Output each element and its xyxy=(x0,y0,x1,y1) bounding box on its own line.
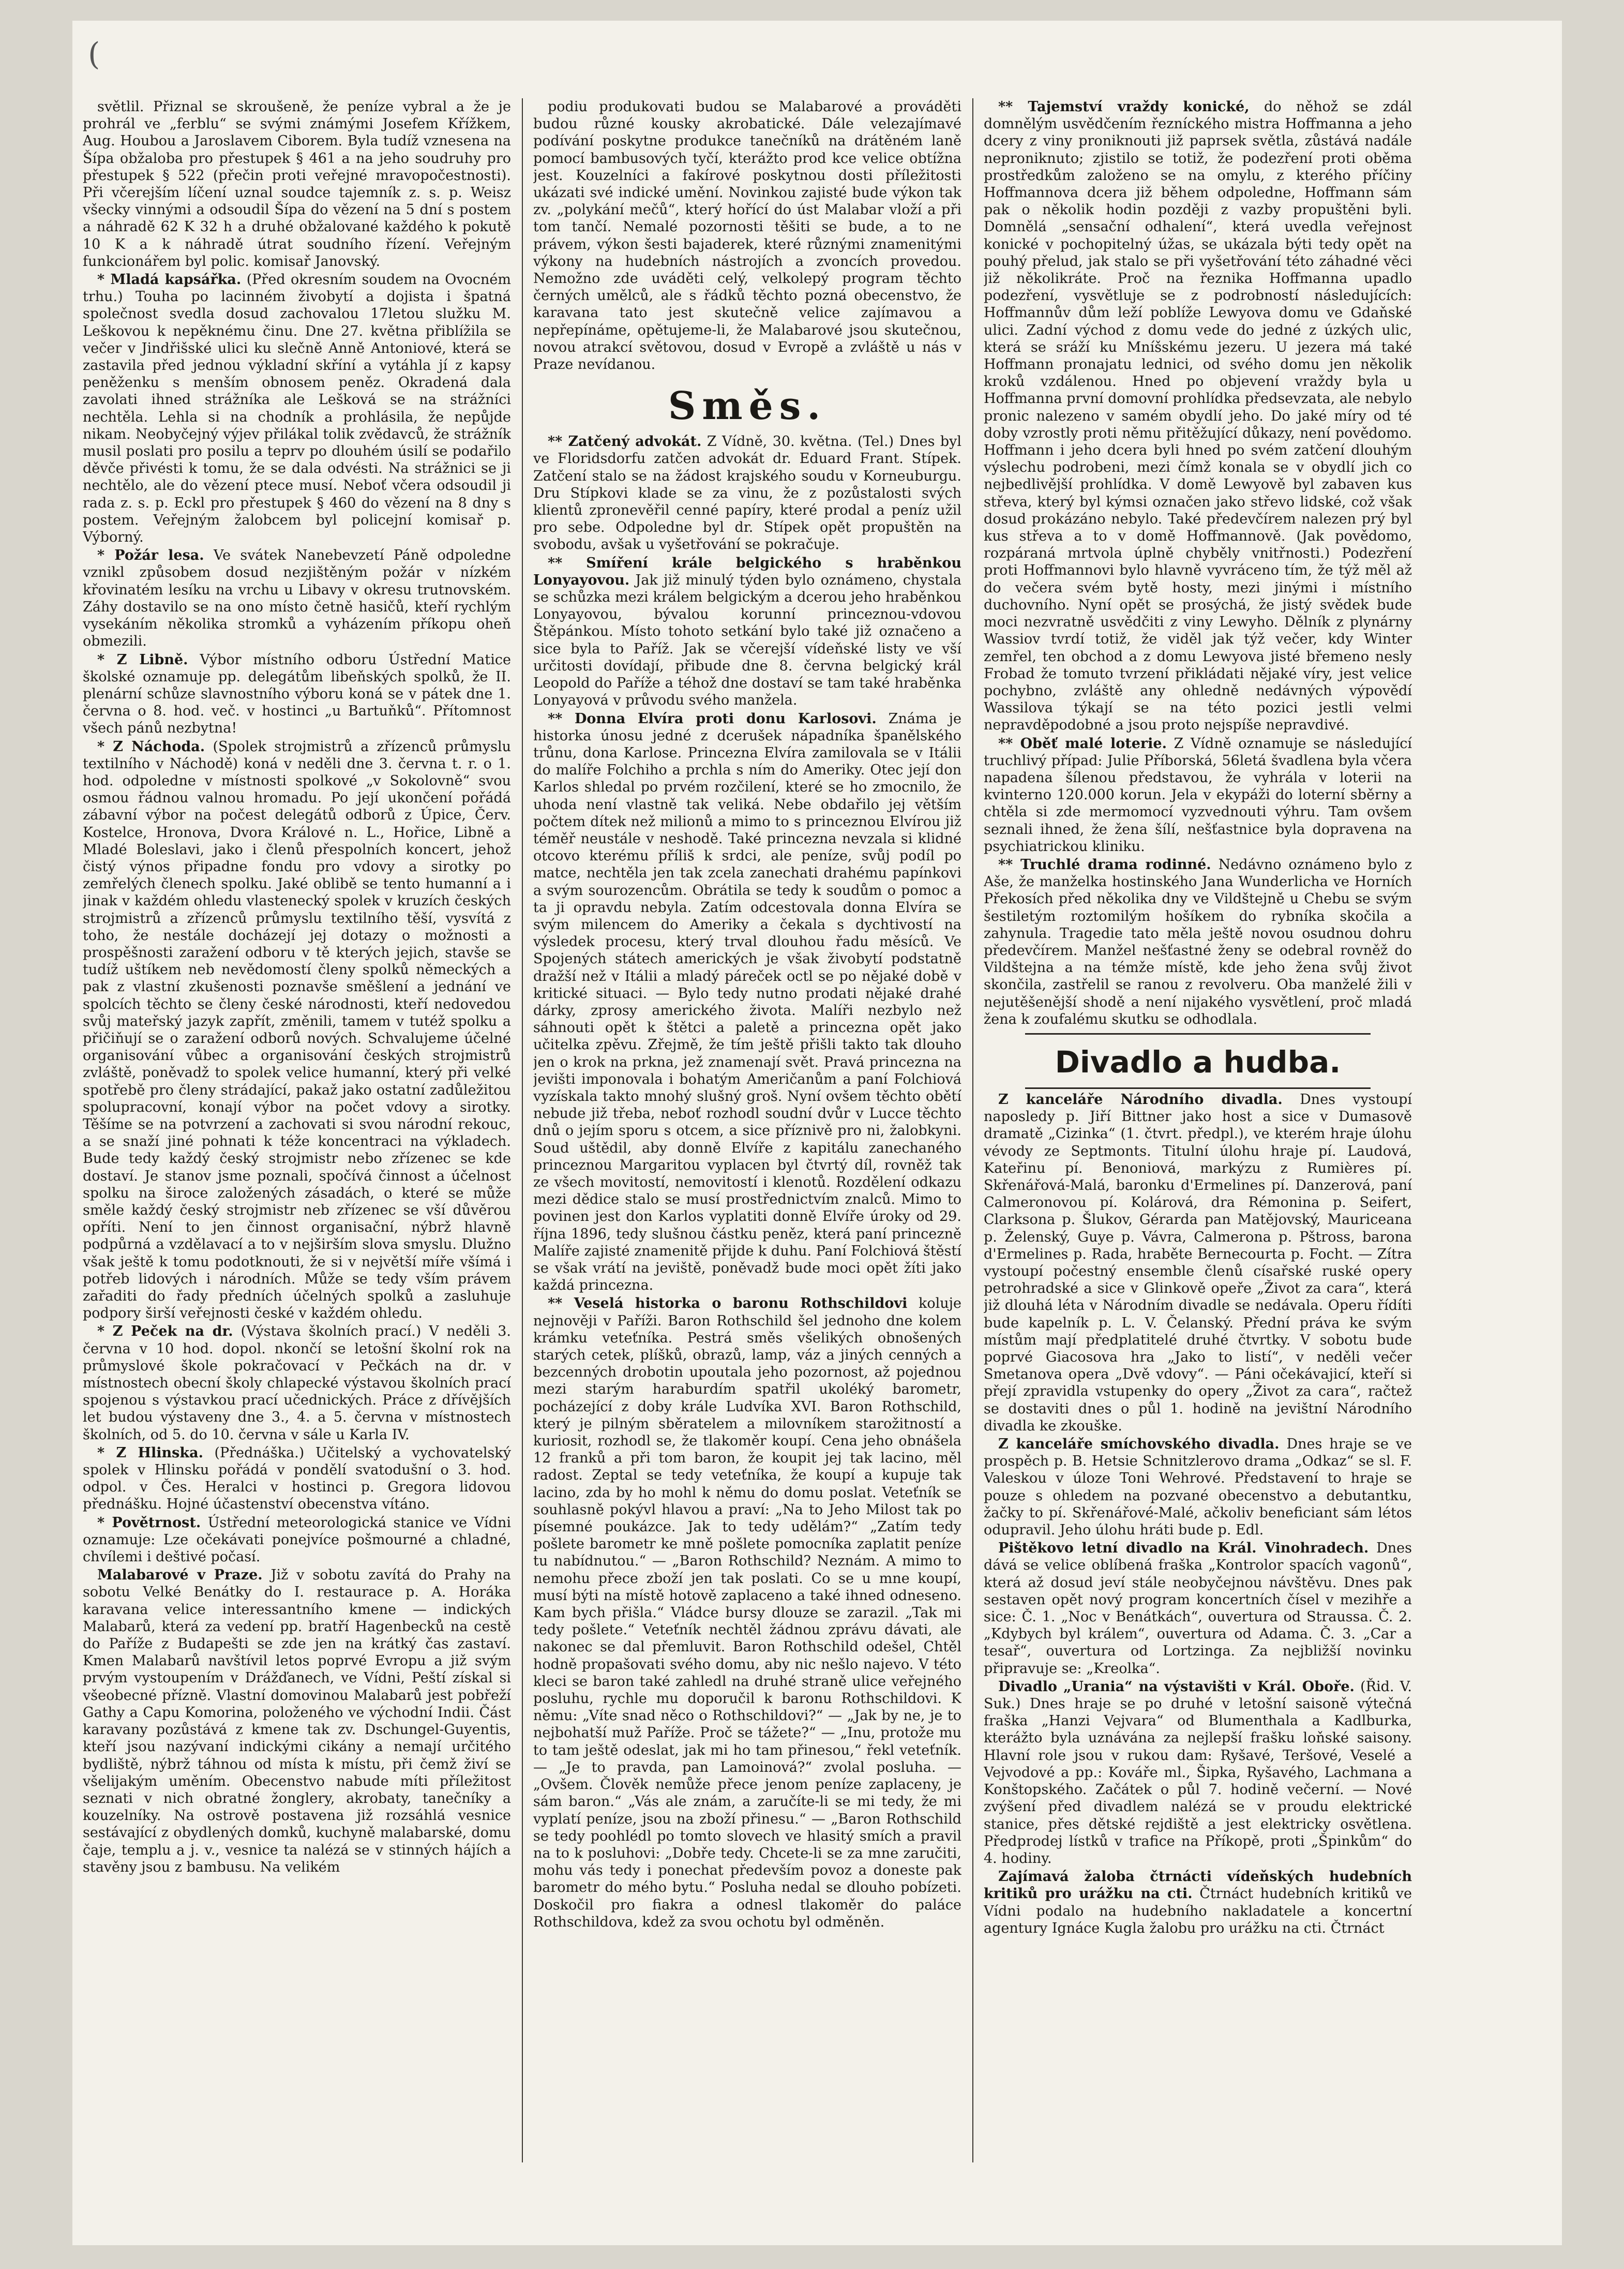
page-edge-mark: ( xyxy=(88,36,100,72)
article-columns xyxy=(83,98,1412,2162)
article-headline: * Z Hlinska. xyxy=(97,1444,203,1461)
article-paragraph xyxy=(83,1444,511,1513)
section-rule xyxy=(1025,1033,1371,1035)
article-paragraph xyxy=(984,1678,1412,1867)
column-3 xyxy=(984,98,1412,2162)
article-text: (Výstava školních prací.) V neděli 3. června v 10 hod. dopol. nkončí se letošní školní rok na průmyslové škole pokračovací v Pečkách na dr. v místnostech obecní školy chlapecké výstavou školních prací spojenou s výstavkou prací učednických. Práce z dřívějších let budou výstaveny dne 3., 4. a 5. června v místnostech školních, od 5. do 10. června v sále u Karla IV. xyxy=(83,1323,511,1443)
article-text: koluje nejnověji v Paříži. Baron Rothschild šel jednoho dne kolem krámku veteťníka. Pestrá směs všelikých obnošených starých cetek, plíšků, obrazů, lamp, váz a jiných cenných a bezcenných drobotin upoutala jeho pozornost, až pojednou mezi starým haraburdím spatřil ukoléký barometr, pocházející z doby krále Ludvíka XVI. Baron Rothschild, který je pilným sběratelem a milovníkem starožitností a kuriosit, rozhodl se, že tlakoměr koupí. Cena jeho obnášela 12 franků a při tom baron, že koupit jej tak lacino, měl radost. Zeptal se tedy veteťníka, že koupí a kupuje tak lacino, zda by ho mohl k němu do domu poslat. Veteťník se souhlasně pokývl hlavou a praví: „Na to Jeho Milost tak po písemné poukázce. Jak to tedy udělám?“ „Zatím tedy pošlete barometr ke mně pošlete pomocníka zaplatit peníze tu nabídnutou.“ — „Baron Rothschild? Neznám. A mimo to nemohu přece zboží jen tak poslati. Co se u mne koupí, musí býti na místě hotově zaplaceno a také ihned odneseno. Kam bych přišla.“ Vládce bursy dlouze se zarazil. „Tak mi tedy pošlete.“ Veteťník nechtěl žádnou zprávu dávati, ale nakonec se dal přemluvit. Baron Rothschild odešel, Chtěl hodně propašovati svého domu, aby nic nešlo najevo. V této kleci se baron také zahledl na druhé straně ulice veřejného posluhu, rychle mu doporučil k baronu Rothschildovi. K němu: „Víte snad něco o Rothschildovi?“ — „Jak by ne, je to nejbohatší muž Paříže. Proč se tážete?“ — „Inu, protože mu to tam ještě odeslat, jak mi ho tam přinesou,“ řekl veteťník. — „Je to pravda, pan Lamoinová?“ zvolal posluha. — „Ovšem. Člověk nemůže přece jenom peníze zaplaceny, je sám baron.“ „Vás ale znám, a zaručíte-li se mi tedy, že mi vyplatí peníze, jsou na zboží přinesu.“ — „Baron Rothschild se tedy poohlédl po tomto slovech ve hlasitý smích a pravil na to k posluhovi: „Dobře tedy. Chcete-li se za mne zaručiti, mohu vás tedy i ponechat především povoz a doneste pak barometr do mého bytu.“ Posluha nedal se dlouho pobízeti. Doskočil pro fiakra a odnesl tlakoměr do paláce Rothschildova, kdež za svou ochotu byl odměněn. xyxy=(533,1295,961,1930)
article-text: Ve svátek Nanebevzetí Páně odpoledne vznikl způsobem dosud nezjištěným požár v nízkém křovinatém lesíku na vrchu u Libavy v okresu trutnovském. Záhy dostavilo se na ono místo četně hasičů, kteří rychlým vysekáním několika stromků a vyházením příkopu oheň obmezili. xyxy=(83,547,511,650)
article-headline: ** Zatčený advokát. xyxy=(548,434,702,450)
section-rule xyxy=(1025,1087,1371,1089)
article-text: Jak již minulý týden bylo oznámeno, chystala se schůzka mezi králem belgickým a dcerou jeho hraběnkou Lonyayovou, bývalou korunní princeznou-vdovou Štěpánkou. Místo tohoto setkání bylo také již označeno a sice byla to Paříž. Jak se včerejší vídeňské listy ve vší určitosti dovídají, přibude dne 8. června belgický král Leopold do Paříže a téhož dne dostaví se tam také hraběnka Lonyayová v průvodu svého manžela. xyxy=(533,572,961,709)
article-paragraph xyxy=(83,651,511,737)
article-paragraph xyxy=(984,1091,1412,1435)
article-headline: ** Tajemství vraždy konické, xyxy=(998,99,1250,115)
article-paragraph xyxy=(533,433,961,553)
article-text: Čtrnáct hudebních kritiků ve Vídni podalo na hudebního nakladatele a koncertní agentury Ignáce Kugla žalobu pro urážku na cti. Čtrnáct xyxy=(984,1886,1412,1936)
article-headline: Pištěkovo letní divadlo na Král. Vinohradech. xyxy=(998,1540,1369,1557)
article-paragraph xyxy=(533,98,961,373)
article-headline: * Povětrnost. xyxy=(97,1514,201,1531)
article-paragraph xyxy=(533,555,961,709)
article-headline: * Požár lesa. xyxy=(97,547,204,564)
article-text: podiu produkovati budou se Malabarové a prováděti budou různé kousky akrobatické. Dále velezajímavé podívání poskytne produkce tanečníků na drátěném laně pomocí bambusových tyčí, kterážto prod kce velice obtížna jest. Kouzelníci a fakírové poskytnou dosti příležitosti ukázati své indické umění. Novinkou zajisté bude výkon tak zv. „polykání mečů“, který hořící do úst Malabar vloží a při tom tančí. Nemalé pozornosti těšiti se bude, a to ne právem, výkon šesti bajaderek, které různými znamenitými výkony na hudebních nástrojích a zvoncích provedou. Nemožno zde uváděti celý, velkolepý program těchto černých umělců, ale s řádků těchto pozná obecenstvo, že karavana tato jest skutečně velice zajímavou a nepřepínáme, opětujeme-li, že Malabarové jsou skutečnou, novou atrakcí světovou, dosud v Evropě a zvláště u nás v Praze nevídanou. xyxy=(533,99,961,373)
article-paragraph xyxy=(984,1868,1412,1937)
article-headline: Z kanceláře smíchovského divadla. xyxy=(998,1436,1280,1453)
article-text: Známa je historka únosu jedné z dcerušek nápadníka španělského trůnu, dona Karlose. Princezna Elvíra zamilovala se v Itálii do malíře Folchiho a prchla s ním do Ameriky. Otec její don Karlos shledal po prvém rozčilení, které se ho zmocnilo, že uhoda není vlastně tak veliká. Nebe obdařilo jej větším počtem dítek než milionů a mimo to s princeznou Elvírou již téměř neustále v neshodě. Také princezna nevzala si klidné otcovo kterému příliš k srdci, ale peníze, svůj podíl po matce, nechtěla jen tak zcela zanechati drahému papínkovi a svým sourozencům. Obrátila se tedy k soudům o pomoc a ta ji opravdu nebyla. Zatím odcestovala donna Elvíra se svým milencem do Ameriky a čekala s dychtivostí na výsledek procesu, který trval dlouhou řadu měsíců. Ve Spojených státech amerických je však živobytí podstatně dražší než v Itálii a mladý páreček octl se po nějaké době v kritické situaci. — Bylo tedy nutno prodati nějaké drahé dárky, zprosy amerického života. Malíři nezbylo než sáhnouti opět k štětci a paletě a princezna opět jako učitelka zpěvu. Zřejmě, že tím ještě přišli takto tak dlouho jen o krok na prkna, jež znamenají svět. Pravá princezna na jevišti imponovala i bohatým Američanům a paní Folchiová vyzískala takto mnohý slušný groš. Nyní ovšem těchto obětí nebude již třeba, neboť rozhodl soudní dvůr v Lucce těchto dnů o jejím sporu s otcem, a sice příznivě pro ni, žalobkyni. Soud uštědil, aby donně Elvíře z kapitálu zanechaného princeznou Margaritou vyplacen byl čtvrtý díl, rovněž tak ze všech movitostí, nemovitostí i klenotů. Rozdělení odkazu mezi dědice stalo se musí prostřednictvím znalců. Mimo to povinen jest don Karlos vyplatiti donně Elvíře úroky od 29. října 1896, tedy slušnou částku peněz, která paní princezně Malíře zajisté znamenitě přijde k duhu. Paní Folchiová štěstí se však vrátí na jeviště, poněvadž bude moci opět žíti jako každá princezna. xyxy=(533,710,961,1294)
article-paragraph xyxy=(533,1295,961,1931)
article-paragraph xyxy=(984,1436,1412,1539)
article-text: Nedávno oznámeno bylo z Aše, že manželka hostinského Jana Wunderlicha ve Horních Překosích před několika dny ve Vildštejně u Chebu se svým šestiletým roztomilým hošíkem do rybníka skočila a zahynula. Tragedie tato měla ještě novou osudnou dohru předevčírem. Manžel nešťastné ženy se odebral rovněž do Vildštejna a na témže místě, kde jeho žena svůj život skončila, zastřelil se ranou z revolveru. Oba manželé žili v nejutěšenější shodě a není nijakého vysvětlení, proč mladá žena k zoufalému skutku se odhodlala. xyxy=(984,856,1412,1027)
article-text: Z Vídně, 30. května. (Tel.) Dnes byl ve Floridsdorfu zatčen advokát dr. Eduard Frant. Stípek. Zatčení stalo se na žádost krajského soudu v Korneuburgu. Dru Stípkovi klade se za vinu, že z pozůstalosti svých klientů zpronevěřil cenné papíry, které prodal a peníz užil pro sebe. Odpoledne byl dr. Stípek opět propuštěn na svobodu, avšak u vyšetřování se pokračuje. xyxy=(533,434,961,553)
article-headline: Malabarové v Praze. xyxy=(97,1567,263,1584)
article-paragraph xyxy=(83,1323,511,1443)
article-text: Dnes vystoupí naposledy p. Jiří Bittner jako host a sice v Dumasově dramatě „Cizinka“ (1. čtvrt. předpl.), ve kterém hraje úlohu vévody ze Septmonts. Titulní úlohu hraje pí. Laudová, Kateřinu pí. Benoniová, markýzu z Rumières pí. Skřenářová-Malá, baronku d'Ermelines pí. Danzerová, paní Calmeronovou pí. Kolárová, dra Rémonina p. Seifert, Clarksona p. Šlukov, Gérarda pan Matějovský, Mauriceana p. Želenský, Guye p. Vávra, Calmerona p. Pštross, barona d'Ermelines p. Rada, hraběte Bernecourta p. Focht. — Zítra vystoupí počestný ensemble členů císařské ruské opery petrohradské a sice v Glinkově opeře „Život za cara“, která již dlouhá léta v Národním divadle se nedávala. Operu řídíti bude kapelník p. L. V. Čelanský. Přední práva ke svým místům mají předplatitelé druhé čtvrtky. V sobotu bude poprvé Giacosova hra „Jako to listí“, v neděli večer Smetanova opera „Dvě vdovy“. — Páni očekávajicí, kteří si přejí zpravidla vstupenky do opery „Život za cara“, račtež se dostaviti dnes o půl 1. hodině na jevištní Národního divadla ke zkouške. xyxy=(984,1091,1412,1434)
article-headline: Z kanceláře Národního divadla. xyxy=(998,1091,1283,1108)
article-paragraph xyxy=(83,98,511,270)
article-paragraph xyxy=(83,1566,511,1876)
column-2 xyxy=(533,98,961,2162)
article-headline: * Z Náchoda. xyxy=(97,738,205,755)
article-text: Z Vídně oznamuje se následující truchlivý případ: Julie Příborská, 56letá švadlena byla včera napadena šílenou představou, že vyhrála v loterii na kvinterno 120.000 korun. Jela v ekypáži do loterní sběrny a chtěla si zde mermomocí vyzvednouti výhru. Tam ovšem seznali ihned, že žena šílí, nešťastnice byla dopravena na psychiatrickou kliniku. xyxy=(984,735,1412,855)
article-text: do něhož se zdál domnělým usvědčením řezníckého mistra Hoffmanna a jeho dcery z viny proniknouti již paprsek světla, zůstává nadále neproniknuto; zjistilo se totiž, že podezření proti oběma prostředkům založeno se na omylu, z kterého příčiny Hoffmannova dcera již během odpoledne, Hoffmann sám pak o několik hodin později z vazby propuštěni byli. Domnělá „sensační odhalení“, která uvedla veřejnost konické v pochopitelný úžas, se ukázala býti tedy opět na pouhý přelud, jak stalo se při vyšetřování této záhadné věci již několikráte. Proč na řeznika Hoffmanna upadlo podezření, vysvětluje se z podrobností následujících: Hoffmannův dům leží poblíže Lewyova domu ve Gdaňské ulici. Zadní východ z domu vede do jedné z úzkých ulic, která se sráží ku Mníšskému jezeru. U jezera má také Hoffmann pronajatu lednici, od svého domu jen několik kroků vzdálenou. Hned po objevení vraždy byla u Hoffmanna první domovní prohlídka předsevzata, ale nebylo pronic nalezeno v samém obydlí jeho. Do jaké míry od té doby vzrostly proti němu přitěžující důkazy, není povědomo. Hoffmann i jeho dcera byli hned po svém zatčení dlouhým výslechu podrobeni, mezi čímž konala se v obydlí jich co nejbedlivější prohlídka. V domě Lewyově byl zabaven kus střeva, který byl kýmsi označen jako střevo lidské, což však dosud prokázáno nebylo. Také předevčírem nalezen prý byl kus střeva a to v domě Hoffmannově. (Jak povědomo, rozpáraná mrtvola úplně chyběly vnitřnosti.) Podezření proti Hoffmannovi bylo hlavně vyvráceno tím, že týž měl až do večera svém bytě hosty, mezi jinými i místního duchovního. Nyní opět se prosýchá, že jistý svědek bude moci nezvratně usvědčiti z viny Lewyho. Dělník z plynárny Wassiov tvrdí totiž, že viděl jak týž večer, kdy Winter zemřel, ten obchod a z domu Lewyova jisté břemeno nesly Frobad že tomuto tvrzení přikládati nějaké víry, jest velice pochybno, zvláště any ohledně nedávných výpovědí Wassilova týkají se na této pozici jestli velmi nepravděpodobné a jsou proto nejspíše nepravdivé. xyxy=(984,99,1412,734)
article-paragraph xyxy=(83,1514,511,1566)
article-headline: * Mladá kapsářka. xyxy=(97,272,242,288)
article-paragraph xyxy=(984,735,1412,855)
article-text: (Před okresním soudem na Ovocném trhu.) Touha po lacinném živobytí a dojista i špatná společnost svedla dosud zachovalou 17letou služku M. Leškovou k nepěknému činu. Dne 27. května přiblížila se večer v Jindřišské ulici ku slečně Anně Antoniové, která se zastavila před jednou výkladní skříní a vytáhla jí z kapsy peněženku s menším obnosem peněz. Okradená dala zavolati ihned strážníka ale Lešková se na strážníci nechtěla. Lehla si na chodník a prohlásila, že nepůjde nikam. Neobyčejný výjev přilákal tolik zvědavců, že strážník musil poslati pro posilu a teprv po dlouhém úsilí se podařilo děvče přivésti k tomu, že se dala odvésti. Na strážnici se ji nechtělo, ale do vězení ptece musí. Neboť včera odsoudil ji rada z. s. p. Eckl pro přestupek § 460 do vězení na 8 dny s postem. Veřejným žalobcem byl policejní komisař p. Výborný. xyxy=(83,272,511,546)
section-heading: Směs. xyxy=(668,384,827,429)
article-headline: Divadlo „Urania“ na výstavišti v Král. Oboře. xyxy=(998,1678,1355,1695)
article-text: (Přednáška.) Učitelský a vychovatelský spolek v Hlinsku pořádá v pondělí svatodušní o 3. hod. odpol. v Čes. Heralci v hostinci p. Gregora lidovou přednášku. Hojné účastenství obecenstva vítáno. xyxy=(83,1444,511,1513)
article-text: (Řid. V. Suk.) Dnes hraje se po druhé v letošní saisoně výtečná fraška „Hanzi Vejvara“ od Blumenthala a Kadlburka, kterážto byla uznávána za nejlepší frašku loňské saisony. Hlavní role jsou v rukou dam: Ryšavé, Teršové, Veselé a Vejvodové a pp.: Kováře ml., Šipka, Ryšavého, Lachmana a Konštopského. Začátek o půl 7. hodině večerní. — Nové zvýšení před divadlem nalézá se v proudu elektrické stanice, přes dětské rejdiště a jest elektricky osvětlena. Předprodej lístků v trafice na Příkopě, proti „Špinkům“ do 4. hodiny. xyxy=(984,1678,1412,1867)
article-text: (Spolek strojmistrů a zřízenců průmyslu textilního v Náchodě) koná v neděli dne 3. června t. r. o 1. hod. odpoledne v místnosti spolkové „v Sokolovně“ svou osmou řádnou valnou hromadu. Po její ukončení pořádá zábavní výbor na počest delegátů odborů z Úpice, Červ. Kostelce, Hronova, Dvora Králové n. L., Hořice, Libně a Mladé Boleslavi, jako i členů přespolních koncert, jehož čistý výnos připadne fondu pro vdovy a sirotky po zemřelých členech spolku. Jaké oblibě se tento humanní a i jinak v každém ohledu vlastenecký spolek v kruzích českých strojmistrů a zřízenců průmyslu textilního těší, vysvítá z toho, že nestále docházejí jej dotazy o možnosti a prospěšnosti zaražení odboru v tě kterých jejich, stavše se tudíž uštíkem neb nevědomostí členy spolků německých a pak z vlastní zkušenosti poznavše směšlení a jednání ve spolcích těchto se členy české národnosti, kteří nedovedou svůj mateřský jazyk zapřít, změnili, tamem v tutéž spolku a přičiňují se o zaražení odborů nových. Schvalujeme účelné organisování vůbec a organisování českých strojmistrů zvláště, poněvadž to spolek velice humanní, který při velké spotřebě pro členy strádající, pakaž jako ostatní zadůležitou spolupracovní, konají výbor na počet vdovy a sirotky. Těšíme se na potvrzení a zachovati si svou národní rekouc, a se snaží jiné pohnati k téže koncentraci na výkladech. Bude tedy každý český strojmistr nebo zřízenec se kde dostaví. Je stanov jsme poznali, spočívá činnost a účelnost spolku na široce založených zásadách, o které se může směle každý český strojmistr neb zřízenec se vší důvěrou opříti. Není to jen činnost organisační, nýbrž hlavně podpůrná a vzdělavací a to v nejširším slova smyslu. Dlužno však ještě k tomu podotknouti, že si v největší míře všímá i potřeb lidových i národních. Může se tedy vším právem zařaditi do řady předních účelných spolků a zasluhuje podpory širší veřejnosti české v každém ohledu. xyxy=(83,738,511,1322)
section-heading: Divadlo a hudba. xyxy=(1055,1044,1341,1080)
article-headline: ** Truchlé drama rodinné. xyxy=(998,856,1211,873)
article-text: Již v sobotu zavítá do Prahy na sobotu Velké Benátky do I. restaurace p. A. Horáka karavana velice interessantního kmene — indických Malabarů, která za vedení pp. bratří Hagenbecků na cestě do Paříže z Budapešti se zde jen na krátký čas zastaví. Kmen Malabarů navštívil letos poprvé Evropu a již svým prvým vystoupením v Drážďanech, ve Vídni, Peští získal si všeobecné přízně. Vlastní domovinou Malabarů jest pobřeží Gathy a Capu Komorina, položeného ve východní Indii. Část karavany pozůstává z kmene tak zv. Dschungel-Guyentis, kteří jsou nazývaní indickými cikány a nemají určitého bydliště, nýbrž táhnou od místa k místu, při čemž živí se všelijakým uměním. Obecenstvo nabude míti příležitost seznati v nich obratné žonglery, akrobaty, tanečníky a kouzelníky. Na ostrově postavena již rozsáhlá vesnice sestávající z obydlených domků, kuchyně malabarské, domu čaje, templu a j. v., vesnice ta nalézá se v stinných hájích a stavěny jsou z bambusu. Na velikém xyxy=(83,1567,511,1875)
article-paragraph xyxy=(533,710,961,1294)
article-headline: * Z Peček na dr. xyxy=(97,1323,233,1340)
article-headline: Zajímavá žaloba čtrnácti vídeňských hudebních kritiků pro urážku na cti. xyxy=(984,1869,1412,1902)
article-text: světlil. Přiznal se skroušeně, že peníze vybral a že je prohrál ve „ferblu“ se svými známými Josefem Křížkem, Aug. Houbou a Jaroslavem Ciborem. Byla tudíž vznesena na Šípa obžaloba pro přestupek § 461 a na jeho soudruhy pro přestupek § 522 (přečin proti veřejné mravopočestnosti). Při včerejším líčení uznal soudce tajemník z. s. p. Weisz všecky vinnými a odsoudil Šípa do vězení na 5 dní s postem a náhradě 62 K 32 h a druhé obžalované každého k pokutě 10 K a k náhradě útrat soudního řízení. Veřejným funkcionářem byl polic. komisař Janovský. xyxy=(83,99,511,270)
article-paragraph xyxy=(984,98,1412,734)
article-paragraph xyxy=(83,271,511,546)
article-paragraph xyxy=(83,738,511,1322)
article-text: Výbor místního odboru Ústřední Matice školské oznamuje pp. delegátům libeňských spolků, že II. plenární schůze slavnostního výboru koná se v pátek dne 1. června o 8. hod. več. v hostinci „u Bartuňků“. Přítomnost všech pánů nezbytna! xyxy=(83,651,511,737)
article-text: Ústřední meteorologická stanice ve Vídni oznamuje: Lze očekávati ponejvíce pošmourné a chladné, chvílemi i deštivé počasí. xyxy=(83,1514,511,1565)
article-text: Dnes hraje se ve prospěch p. B. Hetsie Schnitzlerovo drama „Odkaz“ se sl. F. Valeskou v úloze Toni Wehrové. Představení to hraje se pouze s ohledem na pozvané obecenstvo a debutantku, žačky to pí. Skřenářové-Malé, ačkoliv beneficiant sám létos odupravil. Jeho úlohu hráti bude p. Edl. xyxy=(984,1436,1412,1539)
column-1 xyxy=(83,98,511,2162)
article-headline: * Z Libně. xyxy=(97,651,188,668)
article-text: Dnes dává se velice oblíbená fraška „Kontrolor spacích vagonů“, která až dosud jeví stále neobyčejnou návštěvu. Dnes pak sestaven opět nový program koncertních čísel v mezihře a sice: Č. 1. „Noc v Benátkách“, ouvertura od Straussa. Č. 2. „Kdybych byl králem“, ouvertura od Adama. Č. 3. „Car a tesař“, ouvertura od Lortzinga. Za nejbližší novinku připravuje se: „Kreolka“. xyxy=(984,1540,1412,1677)
article-headline: ** Veselá historka o baronu Rothschildovi xyxy=(548,1295,908,1312)
article-headline: ** Donna Elvíra proti donu Karlosovi. xyxy=(548,710,877,727)
article-headline: ** Oběť malé loterie. xyxy=(998,735,1167,752)
article-headline: ** Smíření krále belgického s hraběnkou Lonyayovou. xyxy=(533,555,961,588)
article-paragraph xyxy=(984,856,1412,1028)
article-paragraph xyxy=(83,547,511,650)
article-paragraph xyxy=(984,1540,1412,1677)
